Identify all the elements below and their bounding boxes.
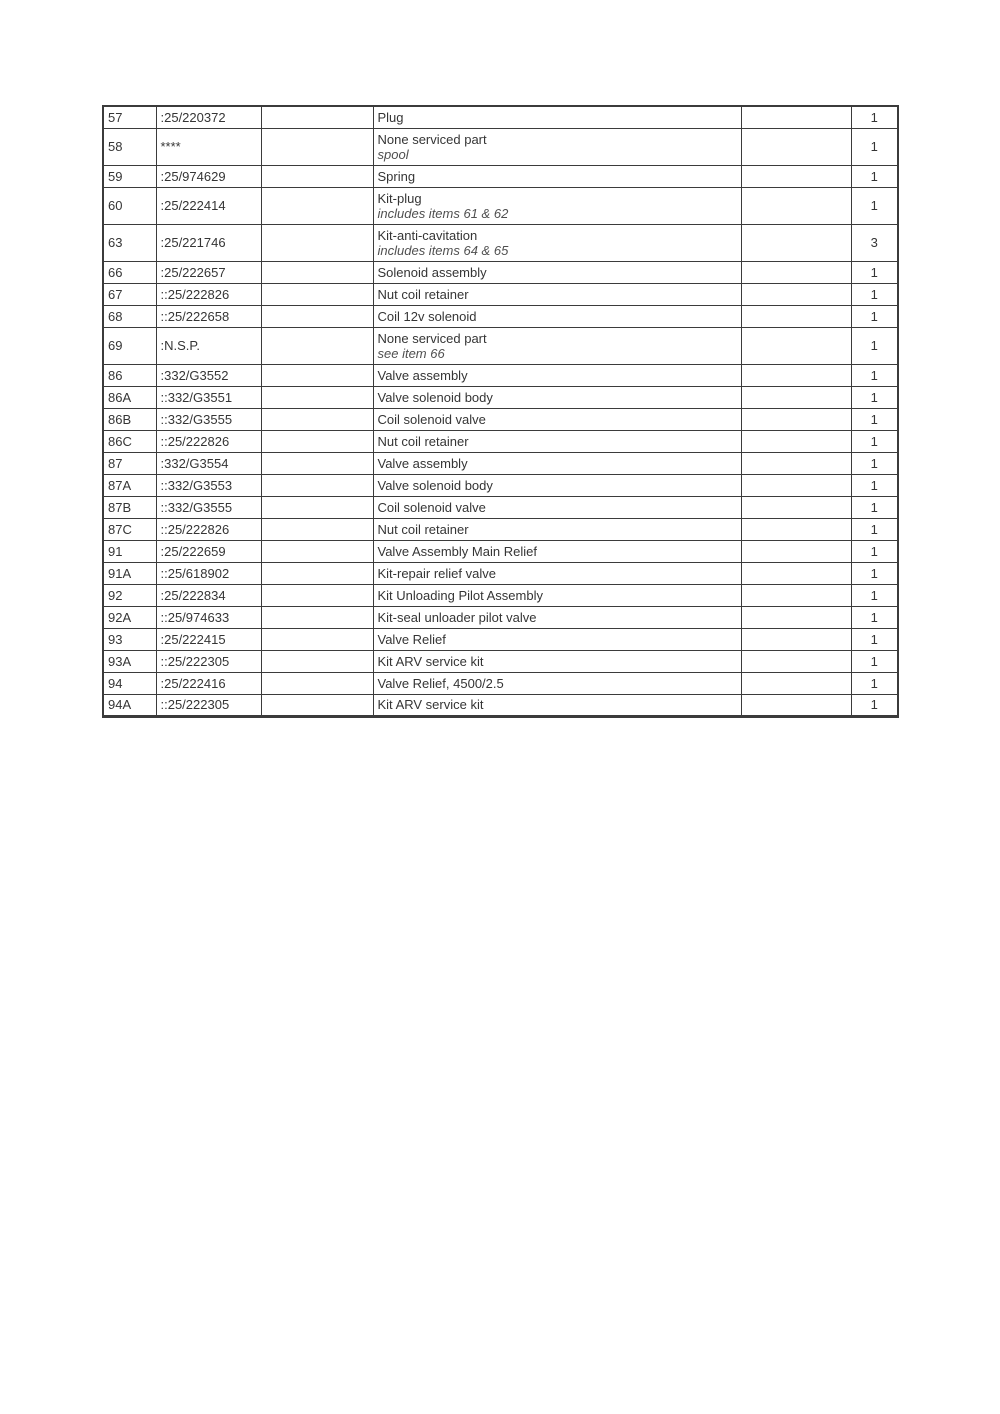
- table-row: [103, 694, 898, 716]
- spacer-cell: [741, 261, 851, 283]
- part-number-cell: ::25/974633: [156, 606, 261, 628]
- description-text: Kit-seal unloader pilot valve: [377, 609, 537, 625]
- item-cell: 87: [103, 452, 156, 474]
- description-note: includes items 64 & 65: [377, 242, 509, 258]
- description-text: Valve assembly: [377, 367, 468, 383]
- description-text: Valve assembly: [377, 455, 468, 471]
- item-cell: 86B: [103, 408, 156, 430]
- description-cell: [373, 672, 741, 694]
- spacer-cell: [261, 430, 373, 452]
- part-number-cell: :332/G3552: [156, 364, 261, 386]
- description-cell: [373, 128, 741, 165]
- spacer-cell: [741, 628, 851, 650]
- spacer-cell: [261, 628, 373, 650]
- qty-cell: 1: [851, 584, 898, 606]
- table-row: [103, 540, 898, 562]
- part-number-cell: ::332/G3555: [156, 408, 261, 430]
- part-number-cell: :25/222834: [156, 584, 261, 606]
- description-text: None serviced part: [377, 131, 487, 147]
- part-number-cell: :25/221746: [156, 224, 261, 261]
- description-cell: [373, 106, 741, 128]
- qty-cell: 1: [851, 106, 898, 128]
- qty-cell: 1: [851, 408, 898, 430]
- description-text: Kit-anti-cavitation: [377, 227, 478, 243]
- spacer-cell: [741, 496, 851, 518]
- spacer-cell: [741, 562, 851, 584]
- qty-cell: 1: [851, 606, 898, 628]
- description-text: Kit-repair relief valve: [377, 565, 496, 581]
- item-cell: 86: [103, 364, 156, 386]
- table-row: [103, 496, 898, 518]
- description-cell: [373, 430, 741, 452]
- table-row: [103, 672, 898, 694]
- description-text: Solenoid assembly: [377, 264, 487, 280]
- description-text: None serviced part: [377, 330, 487, 346]
- description-text: Plug: [377, 109, 404, 125]
- qty-cell: 1: [851, 694, 898, 716]
- part-number-cell: ****: [156, 128, 261, 165]
- table-row: [103, 628, 898, 650]
- qty-cell: 1: [851, 386, 898, 408]
- spacer-cell: [261, 584, 373, 606]
- qty-cell: 1: [851, 496, 898, 518]
- qty-cell: 1: [851, 187, 898, 224]
- qty-cell: 1: [851, 452, 898, 474]
- part-number-cell: :N.S.P.: [156, 327, 261, 364]
- description-cell: [373, 540, 741, 562]
- table-row: [103, 606, 898, 628]
- table-row: [103, 305, 898, 327]
- description-text: Kit ARV service kit: [377, 697, 484, 712]
- qty-cell: 1: [851, 650, 898, 672]
- table-row: [103, 386, 898, 408]
- spacer-cell: [261, 261, 373, 283]
- table-row: [103, 106, 898, 128]
- table-row: [103, 452, 898, 474]
- table-row: [103, 283, 898, 305]
- description-text: Valve Relief, 4500/2.5: [377, 675, 504, 691]
- table-row: [103, 430, 898, 452]
- spacer-cell: [261, 128, 373, 165]
- description-cell: [373, 408, 741, 430]
- spacer-cell: [261, 408, 373, 430]
- spacer-cell: [741, 364, 851, 386]
- table-row: [103, 562, 898, 584]
- spacer-cell: [741, 408, 851, 430]
- part-number-cell: ::332/G3551: [156, 386, 261, 408]
- spacer-cell: [261, 540, 373, 562]
- description-text: Coil solenoid valve: [377, 411, 486, 427]
- description-text: Valve Relief: [377, 631, 446, 647]
- description-text: Nut coil retainer: [377, 286, 469, 302]
- qty-cell: 1: [851, 327, 898, 364]
- qty-cell: 1: [851, 128, 898, 165]
- description-cell: [373, 327, 741, 364]
- qty-cell: 3: [851, 224, 898, 261]
- description-cell: [373, 496, 741, 518]
- spacer-cell: [741, 128, 851, 165]
- item-cell: 87B: [103, 496, 156, 518]
- spacer-cell: [261, 224, 373, 261]
- spacer-cell: [741, 283, 851, 305]
- item-cell: 87C: [103, 518, 156, 540]
- item-cell: 93A: [103, 650, 156, 672]
- item-cell: 91A: [103, 562, 156, 584]
- part-number-cell: :25/220372: [156, 106, 261, 128]
- spacer-cell: [261, 364, 373, 386]
- description-text: Spring: [377, 168, 416, 184]
- spacer-cell: [741, 305, 851, 327]
- table-row: [103, 518, 898, 540]
- spacer-cell: [261, 386, 373, 408]
- description-text: Valve solenoid body: [377, 389, 493, 405]
- spacer-cell: [261, 452, 373, 474]
- table-row: [103, 165, 898, 187]
- description-cell: [373, 386, 741, 408]
- table-row: [103, 327, 898, 364]
- qty-cell: 1: [851, 672, 898, 694]
- spacer-cell: [261, 106, 373, 128]
- spacer-cell: [261, 562, 373, 584]
- description-note: includes items 61 & 62: [377, 205, 509, 221]
- qty-cell: 1: [851, 305, 898, 327]
- spacer-cell: [741, 327, 851, 364]
- part-number-cell: :25/222416: [156, 672, 261, 694]
- item-cell: 69: [103, 327, 156, 364]
- description-text: Kit ARV service kit: [377, 653, 484, 669]
- item-cell: 91: [103, 540, 156, 562]
- spacer-cell: [741, 606, 851, 628]
- qty-cell: 1: [851, 540, 898, 562]
- qty-cell: 1: [851, 474, 898, 496]
- description-cell: [373, 584, 741, 606]
- item-cell: 58: [103, 128, 156, 165]
- spacer-cell: [741, 106, 851, 128]
- description-cell: [373, 165, 741, 187]
- table-row: [103, 364, 898, 386]
- description-text: Coil solenoid valve: [377, 499, 486, 515]
- description-cell: [373, 261, 741, 283]
- table-row: [103, 224, 898, 261]
- part-number-cell: :25/974629: [156, 165, 261, 187]
- part-number-cell: :332/G3554: [156, 452, 261, 474]
- part-number-cell: ::25/222826: [156, 518, 261, 540]
- description-cell: [373, 474, 741, 496]
- description-cell: [373, 650, 741, 672]
- spacer-cell: [261, 694, 373, 716]
- table-row: [103, 584, 898, 606]
- item-cell: 94A: [103, 694, 156, 716]
- spacer-cell: [741, 165, 851, 187]
- spacer-cell: [741, 386, 851, 408]
- spacer-cell: [741, 224, 851, 261]
- table-row: [103, 408, 898, 430]
- item-cell: 63: [103, 224, 156, 261]
- table-row: [103, 474, 898, 496]
- qty-cell: 1: [851, 261, 898, 283]
- description-text: Nut coil retainer: [377, 521, 469, 537]
- description-text: Nut coil retainer: [377, 433, 469, 449]
- part-number-cell: :25/222659: [156, 540, 261, 562]
- description-cell: [373, 224, 741, 261]
- description-cell: [373, 283, 741, 305]
- spacer-cell: [261, 650, 373, 672]
- item-cell: 87A: [103, 474, 156, 496]
- description-cell: [373, 628, 741, 650]
- item-cell: 86A: [103, 386, 156, 408]
- description-note: see item 66: [377, 345, 445, 361]
- description-text: Coil 12v solenoid: [377, 308, 477, 324]
- part-number-cell: ::25/222826: [156, 283, 261, 305]
- item-cell: 66: [103, 261, 156, 283]
- description-text: Kit-plug: [377, 190, 422, 206]
- spacer-cell: [741, 430, 851, 452]
- qty-cell: 1: [851, 165, 898, 187]
- table-row: [103, 187, 898, 224]
- description-cell: [373, 452, 741, 474]
- part-number-cell: ::25/618902: [156, 562, 261, 584]
- spacer-cell: [741, 584, 851, 606]
- spacer-cell: [261, 496, 373, 518]
- item-cell: 93: [103, 628, 156, 650]
- spacer-cell: [741, 694, 851, 716]
- spacer-cell: [261, 474, 373, 496]
- description-cell: [373, 305, 741, 327]
- spacer-cell: [741, 452, 851, 474]
- qty-cell: 1: [851, 283, 898, 305]
- part-number-cell: :25/222657: [156, 261, 261, 283]
- spacer-cell: [741, 474, 851, 496]
- item-cell: 92A: [103, 606, 156, 628]
- part-number-cell: ::25/222305: [156, 694, 261, 716]
- spacer-cell: [261, 187, 373, 224]
- part-number-cell: ::25/222658: [156, 305, 261, 327]
- spacer-cell: [261, 672, 373, 694]
- table-row: [103, 261, 898, 283]
- spacer-cell: [261, 305, 373, 327]
- spacer-cell: [741, 518, 851, 540]
- spacer-cell: [261, 606, 373, 628]
- item-cell: 57: [103, 106, 156, 128]
- spacer-cell: [741, 187, 851, 224]
- description-cell: [373, 518, 741, 540]
- part-number-cell: ::25/222305: [156, 650, 261, 672]
- parts-table: [102, 105, 899, 718]
- part-number-cell: ::332/G3555: [156, 496, 261, 518]
- qty-cell: 1: [851, 562, 898, 584]
- spacer-cell: [261, 165, 373, 187]
- description-note: spool: [377, 146, 409, 162]
- spacer-cell: [741, 650, 851, 672]
- qty-cell: 1: [851, 364, 898, 386]
- description-text: Valve Assembly Main Relief: [377, 543, 537, 559]
- part-number-cell: :25/222414: [156, 187, 261, 224]
- spacer-cell: [261, 327, 373, 364]
- item-cell: 60: [103, 187, 156, 224]
- spacer-cell: [741, 672, 851, 694]
- spacer-cell: [261, 283, 373, 305]
- item-cell: 94: [103, 672, 156, 694]
- description-cell: [373, 187, 741, 224]
- description-cell: [373, 562, 741, 584]
- qty-cell: 1: [851, 518, 898, 540]
- description-cell: [373, 694, 741, 716]
- spacer-cell: [261, 518, 373, 540]
- item-cell: 67: [103, 283, 156, 305]
- description-cell: [373, 364, 741, 386]
- spacer-cell: [741, 540, 851, 562]
- part-number-cell: :25/222415: [156, 628, 261, 650]
- item-cell: 86C: [103, 430, 156, 452]
- item-cell: 59: [103, 165, 156, 187]
- table-row: [103, 128, 898, 165]
- qty-cell: 1: [851, 628, 898, 650]
- description-cell: [373, 606, 741, 628]
- parts-table-body: [103, 106, 898, 716]
- description-text: Valve solenoid body: [377, 477, 493, 493]
- part-number-cell: ::25/222826: [156, 430, 261, 452]
- part-number-cell: ::332/G3553: [156, 474, 261, 496]
- item-cell: 92: [103, 584, 156, 606]
- item-cell: 68: [103, 305, 156, 327]
- qty-cell: 1: [851, 430, 898, 452]
- table-row: [103, 650, 898, 672]
- description-text: Kit Unloading Pilot Assembly: [377, 587, 543, 603]
